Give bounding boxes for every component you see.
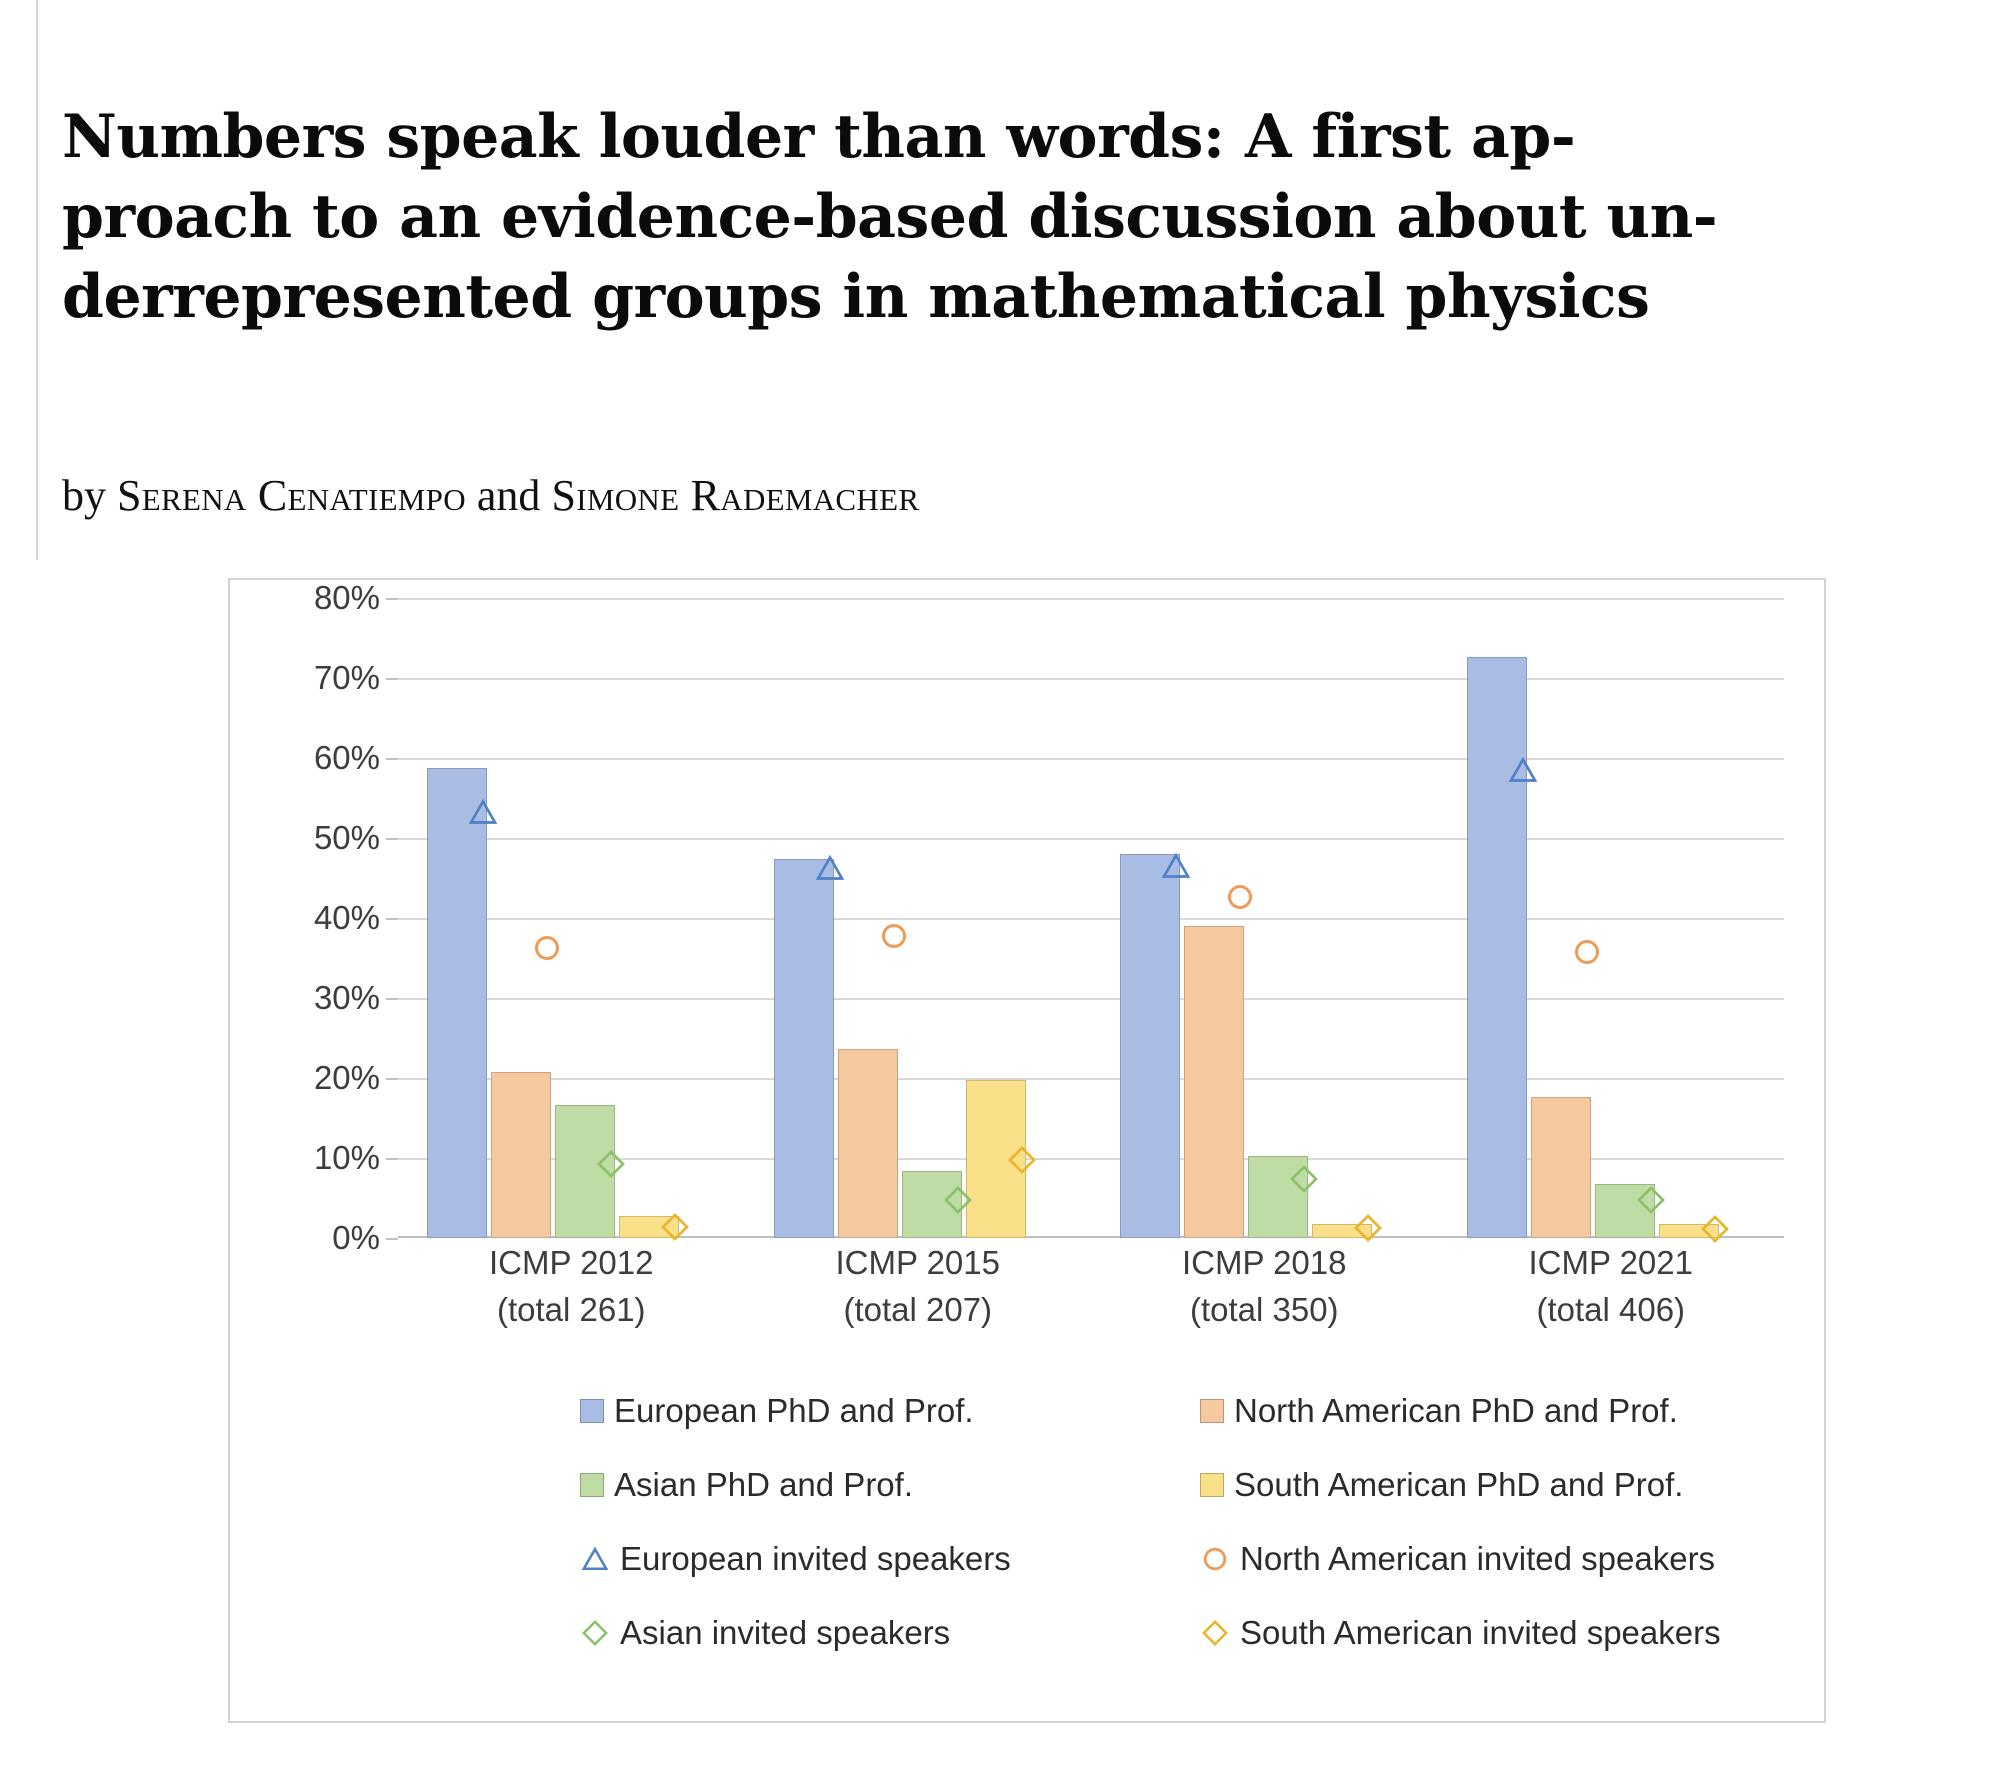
x-axis-category-labels <box>398 1240 1784 1360</box>
chart-legend <box>580 1392 1780 1672</box>
title-line-3: derrepresented groups in mathematical physics <box>62 261 1650 332</box>
data-point-marker <box>879 921 909 951</box>
y-axis-tick-label: 0% <box>332 1219 380 1256</box>
legend-item[interactable] <box>1200 1614 1721 1652</box>
bar <box>1531 1097 1591 1238</box>
y-axis-tick-label: 50% <box>313 819 380 856</box>
legend-marker-icon <box>580 1618 610 1648</box>
legend-marker-icon <box>1200 1544 1230 1574</box>
y-axis-tick <box>386 918 398 920</box>
y-axis-tick-label: 60% <box>313 739 380 776</box>
data-point-marker <box>1508 755 1538 785</box>
category-total: (total 350) <box>1189 1290 1339 1328</box>
y-axis-tick <box>386 758 398 760</box>
legend-item[interactable] <box>580 1614 950 1652</box>
legend-color-swatch <box>1200 1399 1224 1423</box>
category-total: (total 207) <box>843 1290 993 1328</box>
category-total: (total 406) <box>1536 1290 1686 1328</box>
data-point-marker <box>468 797 498 827</box>
byline-prefix: by <box>62 471 117 520</box>
bar <box>838 1049 898 1238</box>
x-axis-category-label <box>1438 1240 1785 1334</box>
author-name-1: Serena Cenatiempo <box>117 471 466 520</box>
bar <box>774 859 834 1238</box>
legend-label: South American PhD and Prof. <box>1234 1466 1684 1503</box>
plot-area <box>398 598 1784 1238</box>
legend-label: South American invited speakers <box>1240 1614 1721 1651</box>
data-point-marker <box>660 1212 690 1242</box>
legend-label: European invited speakers <box>620 1540 1011 1577</box>
data-point-marker <box>1225 882 1255 912</box>
legend-label: North American invited speakers <box>1240 1540 1716 1577</box>
legend-item[interactable] <box>1200 1466 1683 1504</box>
y-axis-tick <box>386 1158 398 1160</box>
y-axis-tick-label: 10% <box>313 1139 380 1176</box>
y-axis-tick-label: 70% <box>313 659 380 696</box>
data-point-marker <box>1161 851 1191 881</box>
legend-marker-icon <box>1200 1618 1230 1648</box>
legend-label: Asian invited speakers <box>620 1614 951 1651</box>
data-point-marker <box>815 853 845 883</box>
legend-color-swatch <box>1200 1473 1224 1497</box>
legend-item[interactable] <box>580 1540 1011 1578</box>
bar-group <box>1091 598 1438 1238</box>
data-point-marker <box>532 933 562 963</box>
legend-label: North American PhD and Prof. <box>1234 1392 1678 1429</box>
y-axis-tick <box>386 1078 398 1080</box>
data-point-marker <box>1572 937 1602 967</box>
bar-group <box>398 598 745 1238</box>
title-line-2: proach to an evidence-based discussion about un- <box>62 181 1718 252</box>
y-axis-tick <box>386 998 398 1000</box>
legend-label: European PhD and Prof. <box>614 1392 974 1429</box>
left-margin-rule <box>36 0 38 560</box>
data-point-marker <box>1353 1213 1383 1243</box>
category-total: (total 261) <box>496 1290 646 1328</box>
bar <box>1184 926 1244 1238</box>
x-axis-category-label <box>745 1240 1092 1334</box>
bar-group <box>745 598 1092 1238</box>
y-axis-tick-label: 80% <box>313 579 380 616</box>
y-axis-tick-label: 20% <box>313 1059 380 1096</box>
legend-color-swatch <box>580 1473 604 1497</box>
y-axis-tick <box>386 598 398 600</box>
legend-item[interactable] <box>1200 1392 1678 1430</box>
y-axis-tick <box>386 838 398 840</box>
legend-marker-icon <box>580 1544 610 1574</box>
data-point-marker <box>1636 1185 1666 1215</box>
bar <box>1467 657 1527 1238</box>
y-axis-tick-label: 30% <box>313 979 380 1016</box>
category-name: ICMP 2018 <box>1182 1244 1347 1281</box>
legend-color-swatch <box>580 1399 604 1423</box>
title-line-1: Numbers speak louder than words: A first ap- <box>62 102 1576 172</box>
y-axis-labels <box>260 579 380 1256</box>
category-name: ICMP 2012 <box>489 1244 654 1281</box>
x-axis-category-label <box>1091 1240 1438 1334</box>
data-point-marker <box>943 1185 973 1215</box>
y-axis-tick <box>386 1238 398 1240</box>
category-name: ICMP 2021 <box>1528 1244 1693 1281</box>
y-axis-tick <box>386 678 398 680</box>
legend-item[interactable] <box>1200 1540 1715 1578</box>
legend-label: Asian PhD and Prof. <box>614 1466 913 1503</box>
bar <box>1120 854 1180 1238</box>
y-axis-tick-label: 40% <box>313 899 380 936</box>
author-name-2: Simone Rademacher <box>551 471 920 520</box>
category-name: ICMP 2015 <box>835 1244 1000 1281</box>
bar <box>491 1072 551 1238</box>
x-axis-category-label <box>398 1240 745 1334</box>
legend-item[interactable] <box>580 1466 913 1504</box>
byline <box>62 470 919 521</box>
data-point-marker <box>1289 1164 1319 1194</box>
data-point-marker <box>1007 1145 1037 1175</box>
page-title <box>62 98 1932 337</box>
legend-item[interactable] <box>580 1392 974 1430</box>
plot-area-wrapper <box>230 579 1828 1318</box>
chart-figure <box>228 578 1826 1723</box>
bar <box>427 768 487 1238</box>
data-point-marker <box>596 1149 626 1179</box>
byline-conjunction: and <box>465 471 552 520</box>
bar-group <box>1438 598 1785 1238</box>
